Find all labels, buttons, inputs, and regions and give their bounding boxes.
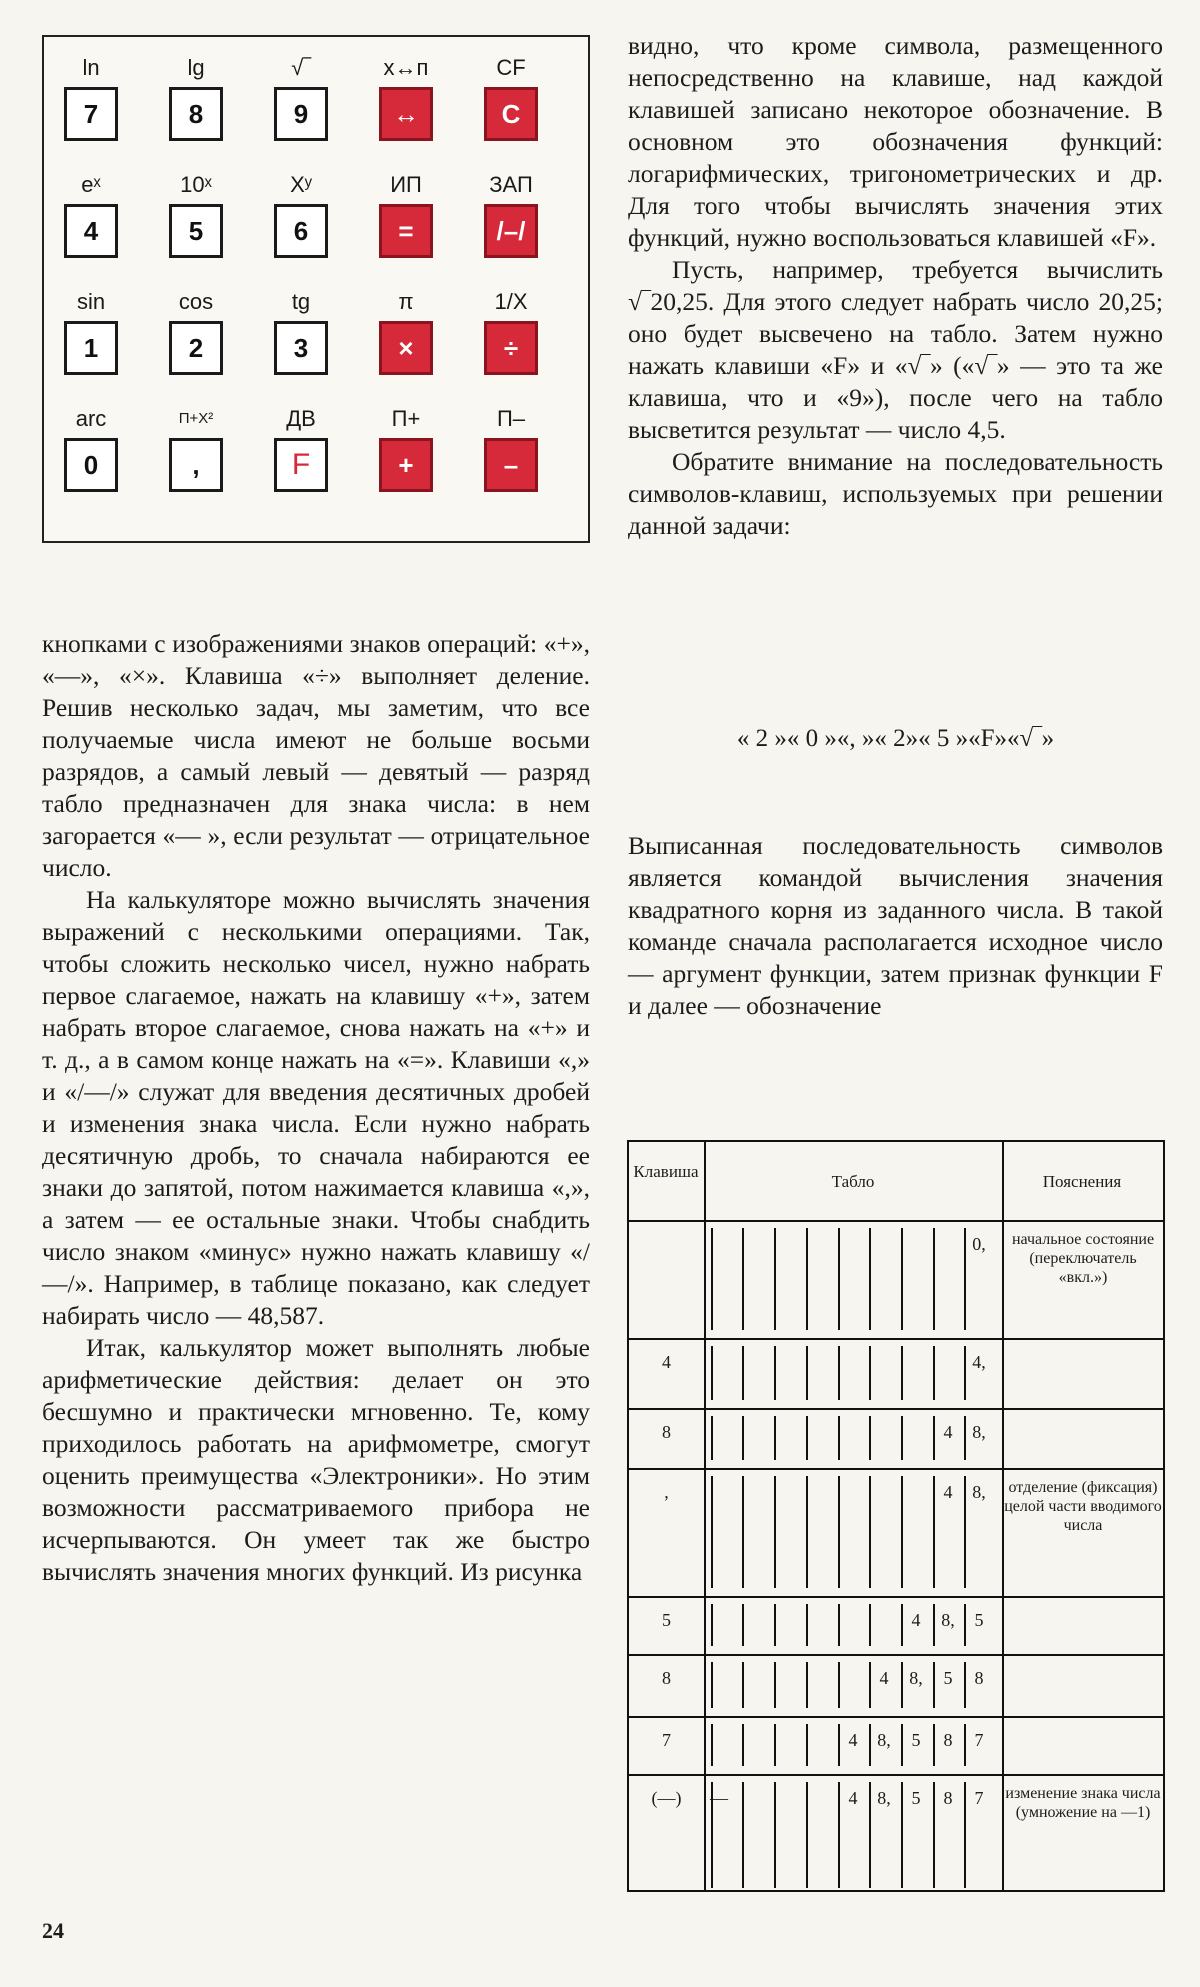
key-cell-r3c3: [256, 289, 346, 399]
table-row-divider: [629, 1654, 1163, 1656]
key-cell-r3c5: [466, 289, 556, 399]
calculator-key[interactable]: 6: [274, 204, 328, 258]
display-slot-separator: [774, 1476, 776, 1588]
display-digit: 8: [974, 1668, 984, 1688]
table-row-note: отделение (фиксация) целой части вводимого числа: [1004, 1479, 1162, 1534]
display-slot-separator: [869, 1416, 871, 1460]
key-cell-r1c5: [466, 55, 556, 165]
display-slot-separator: [742, 1724, 744, 1766]
display-digit: 8: [943, 1788, 953, 1808]
key-function-label: ДВ: [286, 406, 316, 431]
table-row-divider: [629, 1338, 1163, 1340]
display-digit: 4: [943, 1482, 953, 1502]
key-function-label: tg: [291, 289, 311, 314]
display-slot-separator: [742, 1346, 744, 1400]
table-row-divider: [629, 1468, 1163, 1470]
display-digit: 4: [911, 1610, 921, 1630]
table-header-display: Табло: [831, 1172, 875, 1191]
calculator-key[interactable]: F: [274, 438, 328, 492]
display-slot-separator: [869, 1346, 871, 1400]
calculator-key[interactable]: 2: [169, 321, 223, 375]
display-digit: 7: [974, 1788, 984, 1808]
display-slot-separator: [774, 1346, 776, 1400]
key-function-label: Xʸ: [290, 172, 312, 197]
key-function-label: x↔п: [383, 55, 429, 80]
display-slot-separator: [901, 1346, 903, 1400]
display-slot-separator: [901, 1476, 903, 1588]
display-slot-separator: [742, 1416, 744, 1460]
display-slot-separator: [711, 1476, 713, 1588]
display-slot-separator: [806, 1476, 808, 1588]
key-cell-r1c1: [46, 55, 136, 165]
display-digit: 4: [943, 1422, 953, 1442]
key-cell-r3c4: [361, 289, 451, 399]
display-digit: 4: [848, 1788, 858, 1808]
key-cell-r2c1: [46, 172, 136, 282]
calculator-key[interactable]: 8: [169, 87, 223, 141]
calculator-key[interactable]: 4: [64, 204, 118, 258]
display-slot-separator: [838, 1346, 840, 1400]
display-slot-separator: [742, 1604, 744, 1646]
display-slot-separator: [774, 1724, 776, 1766]
display-slot-separator: [806, 1662, 808, 1708]
key-function-label: ln: [82, 55, 100, 80]
table-row-key: 4: [662, 1352, 671, 1372]
table-header-divider: [629, 1220, 1163, 1222]
display-slot-separator: [838, 1476, 840, 1588]
display-slot-separator: [806, 1228, 808, 1330]
key-cell-r1c3: [256, 55, 346, 165]
key-function-label: 10ˣ: [180, 172, 212, 197]
left-text-column: [42, 628, 590, 1588]
display-slot-separator: [774, 1662, 776, 1708]
key-function-label: П–: [496, 406, 526, 431]
right-text-column-continued: [628, 830, 1163, 1022]
key-function-label: lg: [187, 55, 205, 80]
display-slot-separator: [774, 1416, 776, 1460]
table-row-divider: [629, 1716, 1163, 1718]
left-paragraph-1: кнопками с изображениями знаков операций: «+», «—», «×». Клавиша «÷» выполняет деление. Решив несколько задач, мы заметим, что все получаемые числа имеют не больше восьми разрядов, а самый левый — девятый — разряд табло предназначен для знака числа: в нем загорается «— », если результат — отрицательное число.: [42, 629, 590, 882]
display-slot-separator: [806, 1416, 808, 1460]
table-row-divider: [629, 1774, 1163, 1776]
calculator-key[interactable]: ÷: [484, 321, 538, 375]
display-digit: 8,: [972, 1482, 986, 1502]
left-paragraph-2: На калькуляторе можно вычислять значения выражений с несколькими операциями. Так, чтобы сложить несколько чисел, нужно набрать первое слагаемое, нажать на клавишу «+», затем набрать второе слагаемое, снова нажать на «+» и т. д., а в самом конце нажать на «=». Клавиши «,» и «/—/» служат для введения десятичных дробей и изменения знака числа. Если нужно набрать десятичную дробь, то сначала набираются ее знаки до запятой, потом нажимается клавиша «,», а затем — ее остальные знаки. Чтобы снабдить число знаком «минус» нужно нажать клавишу «/—/». Например, в таблице показано, как следует набирать число — 48,587.: [42, 885, 590, 1330]
table-row-key: 8: [662, 1668, 671, 1688]
key-function-label: П+X²: [178, 410, 214, 427]
display-slot-separator: [806, 1724, 808, 1766]
key-cell-r2c3: [256, 172, 346, 282]
calculator-key[interactable]: /–/: [484, 204, 538, 258]
calculator-key[interactable]: +: [379, 438, 433, 492]
table-row-note: изменение знака числа (умножение на —1): [1005, 1785, 1161, 1821]
table-header-key: Клавиша: [633, 1162, 699, 1181]
key-cell-r4c1: [46, 406, 136, 516]
table-row-key: 7: [662, 1730, 671, 1750]
display-digit: 7: [974, 1730, 984, 1750]
calculator-keypad-figure: [42, 35, 590, 543]
key-function-label: arc: [75, 406, 107, 431]
display-slot-separator: [838, 1662, 840, 1708]
page-number: 24: [42, 1918, 64, 1943]
table-header-notes: Пояснения: [1042, 1172, 1122, 1191]
key-function-label: sin: [76, 289, 106, 314]
table-row-note: начальное состояние (переключатель «вкл.»): [1011, 1231, 1155, 1286]
display-slot-separator: [774, 1228, 776, 1330]
key-function-label: 1/X: [494, 289, 528, 314]
display-slot-separator: [838, 1604, 840, 1646]
display-slot-separator: [869, 1476, 871, 1588]
display-digit: 8: [943, 1730, 953, 1750]
display-digit: 5: [974, 1610, 984, 1630]
display-slot-separator: [742, 1228, 744, 1330]
display-slot-separator: [742, 1782, 744, 1888]
key-cell-r1c4: [361, 55, 451, 165]
display-slot-separator: [711, 1346, 713, 1400]
display-slot-separator: [711, 1416, 713, 1460]
display-slot-separator: [742, 1662, 744, 1708]
display-digit: 4,: [972, 1352, 986, 1372]
display-slot-separator: [806, 1604, 808, 1646]
calculator-key[interactable]: ,: [169, 438, 223, 492]
key-function-label: √‾: [291, 55, 311, 80]
table-row-divider: [629, 1408, 1163, 1410]
key-function-label: П+: [391, 406, 421, 431]
calculator-key[interactable]: 9: [274, 87, 328, 141]
key-cell-r4c4: [361, 406, 451, 516]
display-slot-separator: [933, 1228, 935, 1330]
table-row-key: 5: [662, 1610, 671, 1630]
table-row-key: ,: [664, 1482, 669, 1502]
key-cell-r1c2: [151, 55, 241, 165]
display-slot-separator: [774, 1782, 776, 1888]
calculator-key[interactable]: 0: [64, 438, 118, 492]
display-slot-separator: [838, 1416, 840, 1460]
key-function-label: π: [398, 289, 414, 314]
display-digit: 5: [911, 1730, 921, 1750]
key-function-label: cos: [178, 289, 214, 314]
key-function-label: CF: [496, 55, 526, 80]
key-cell-r2c5: [466, 172, 556, 282]
display-slot-separator: [742, 1476, 744, 1588]
key-cell-r4c2: [151, 406, 241, 516]
display-slot-separator: [711, 1228, 713, 1330]
key-cell-r2c4: [361, 172, 451, 282]
calculator-key[interactable]: –: [484, 438, 538, 492]
calculator-key[interactable]: =: [379, 204, 433, 258]
display-digit: 8,: [941, 1610, 955, 1630]
display-slot-separator: [869, 1228, 871, 1330]
calculator-key[interactable]: ↔: [379, 87, 433, 141]
right-paragraph-1: видно, что кроме символа, размещенного непосредственно на клавише, над каждой клавишей записано некоторое обозначение. В основном это обозначения функций: логарифмических, тригонометрических и др. Для того чтобы вычислять значения этих функций, нужно воспользоваться клавишей «F».: [628, 31, 1163, 252]
input-example-table: [627, 1140, 1165, 1892]
display-slot-separator: [774, 1604, 776, 1646]
calculator-key[interactable]: 5: [169, 204, 223, 258]
table-row-key: (—): [651, 1788, 682, 1808]
key-cell-r3c1: [46, 289, 136, 399]
display-digit: 8,: [909, 1668, 923, 1688]
display-slot-separator: [711, 1724, 713, 1766]
display-slot-separator: [933, 1346, 935, 1400]
display-digit: 4: [879, 1668, 889, 1688]
display-digit: 0,: [972, 1234, 986, 1254]
display-digit: 8,: [877, 1788, 891, 1808]
display-digit: 8,: [972, 1422, 986, 1442]
display-digit: 4: [848, 1730, 858, 1750]
key-function-label: eˣ: [81, 172, 101, 197]
calculator-key[interactable]: 1: [64, 321, 118, 375]
display-slot-separator: [869, 1604, 871, 1646]
calculator-key[interactable]: 7: [64, 87, 118, 141]
display-slot-separator: [711, 1662, 713, 1708]
display-slot-separator: [901, 1228, 903, 1330]
display-slot-separator: [711, 1604, 713, 1646]
display-slot-separator: [806, 1346, 808, 1400]
display-digit: 8,: [877, 1730, 891, 1750]
calculator-key[interactable]: C: [484, 87, 538, 141]
key-function-label: ЗАП: [489, 172, 533, 197]
left-paragraph-3: Итак, калькулятор может выполнять любые арифметические действия: делает он это бесшумно и практически мгновенно. Те, кому приходилось работать на арифмометре, смогут оценить преимущества «Электроники». Но этим возможности рассматриваемого прибора не исчерпываются. Он умеет так же быстро вычислять значения многих функций. Из рисунка: [42, 1333, 590, 1586]
table-row-divider: [629, 1596, 1163, 1598]
right-paragraph-3: Обратите внимание на последовательность символов-клавиш, используемых при решении данной задачи:: [628, 447, 1163, 540]
calculator-key[interactable]: 3: [274, 321, 328, 375]
display-slot-separator: [838, 1228, 840, 1330]
key-cell-r4c3: [256, 406, 346, 516]
key-function-label: ИП: [390, 172, 422, 197]
key-cell-r3c2: [151, 289, 241, 399]
display-slot-separator: [901, 1416, 903, 1460]
table-row-key: 8: [662, 1422, 671, 1442]
display-digit: 5: [911, 1788, 921, 1808]
right-text-column: [628, 30, 1163, 542]
display-digit: 5: [943, 1668, 953, 1688]
key-cell-r2c2: [151, 172, 241, 282]
display-sign: —: [710, 1788, 728, 1808]
key-sequence-formula: « 2 »« 0 »«, »« 2»« 5 »«F»«√‾»: [736, 725, 1055, 752]
table-key-column-divider: [704, 1142, 706, 1890]
right-paragraph-2: Пусть, например, требуется вычислить √‾20,25. Для этого следует набрать число 20,25; оно будет высвечено на табло. Затем нужно нажать клавиши «F» и «√‾» («√‾» — это та же клавиша, что и «9»), после чего на табло высветится результат — число 4,5.: [628, 255, 1163, 444]
display-slot-separator: [806, 1782, 808, 1888]
calculator-key[interactable]: ×: [379, 321, 433, 375]
right-paragraph-4: Выписанная последовательность символов является командой вычисления значения квадратного корня из заданного числа. В такой команде сначала располагается исходное число — аргумент функции, затем признак функции F и далее — обозначение: [628, 831, 1163, 1020]
key-cell-r4c5: [466, 406, 556, 516]
